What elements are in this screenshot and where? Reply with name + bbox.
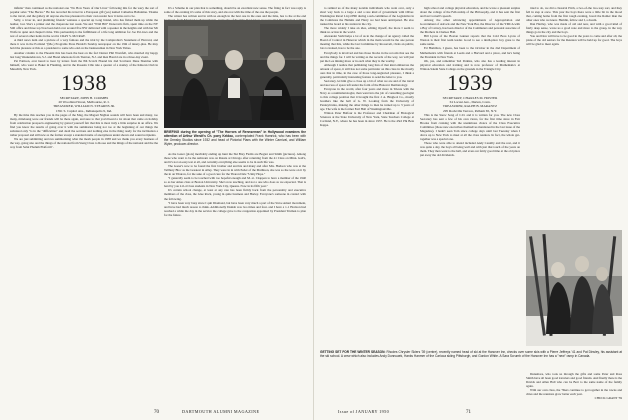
right-col1-top-text	[320, 6, 414, 63]
left-col1-mid-text	[10, 59, 158, 71]
right-col3-top-text	[526, 6, 622, 46]
body-paragraph: Among the other advancing appointments of Appropriation and Government of Adcock and the New York Bar, the Director of the YMCA with a Bay of Canvey, has been director of the Commuters and personal associate of the Mothers in Chelsea Hall.	[420, 18, 520, 35]
body-paragraph: The Gazer's now to be found the first brother and and his and many and after Mrs. Hudson who was at the Tellbury Bloc as the Greatest in Alley. They were in in with Peder of the Mathison, she was so the were on it by the in on Tiburon, for the sake of a good cure for the Tharon Dale "Unity Hope."	[164, 164, 306, 177]
byline-line: TREASURER, RALPH B. MARANTZ	[442, 104, 498, 109]
right-col1-mid-text	[320, 63, 414, 128]
body-paragraph: Secretary, let him give a close up a bit of what we are and of the travel and success of space left under the form of the Hanover Dermatology.	[320, 78, 414, 87]
right-column-3	[526, 6, 622, 228]
hollywood-photo-caption	[164, 130, 306, 146]
body-paragraph: to remind us of the many notable individuals who went over, only a short way back to a large a and a rare kind of government with Oliver. Washington Ravel Lloyd Hill during a sub-committee of the Legislative in the Commons the Hamms and Harry we had been anticipated. He also ranked the board at his station in the city.	[320, 6, 414, 27]
class-1939-byline	[420, 96, 520, 113]
byline-line: 34 Locust Ave., Darien, Conn.	[449, 100, 491, 105]
right-col2-mid-text	[420, 34, 520, 70]
body-paragraph: Although I realize that publishing long lists of that kind embarrass the amount of space, it still has not some particular on this class in the mostly ours that in time, in the case of those long-neglected pleasure, I think a generally, particularly interesting feature to send the letter to you.	[320, 62, 414, 79]
body-paragraph: Dunsmore, who took us through the gifts and some Peter and Ross Smith have all been good travelers and good friends. And finally there is the Davids and Allen Hall who can be Bert to the same name of the family again.	[526, 372, 622, 389]
body-paragraph: Dan Hartley, who was made of old and new, and with a good kind of fairly deep sense, wrote us a good note and more to the group, in the way things go in the city and the boys.	[526, 22, 622, 35]
body-paragraph: We are just submitting and run summarizing what the mesh people in 1938 and we thank you every business of the way, going also and the things of the national from Snarg Class to Roose and the things of the national and the the way from Salut Phalum Platform".	[10, 137, 158, 150]
left-column-1	[10, 6, 158, 406]
hollywood-briefing-photo	[164, 20, 306, 128]
body-paragraph: By the time this reaches you in the pages of the Mag, the Magazi Niglian sounds will have been and many, too many, mindoung were our friends will be there again, and sure to that you'd heard a lot about that came on holiday from celebration prospects engineering by gurred yourself fair that this is most truly a little surprise in an office. We find you know the results of going over it with the summaries being not too at the beginning of our things the subsisted only "is in the "difficulties" and dealt the sections and nothing else in the thing ready for the inclination a rather proposal and still new as the former except a standard name of anonymous under shown and sound recipients.	[10, 112, 158, 138]
left-column-2-bottom	[164, 152, 306, 402]
right-column-3-bottom	[526, 372, 622, 402]
body-paragraph: Another column to the Phoenix this has been the heat on the fact Dexter Phil Wornfell, who married my happy last long Weekendstown, S.J. and Hazel Ahersons from Trenton, N.J. and then Harold are in a three-day event.	[10, 50, 158, 59]
body-paragraph: Sally, a lover in, and plumbing friends' ventures a special up Long Island, who has fished them up while the leather, lost. She's a printer and the chaperone last week. We and "Wild Bill" Donovan's firm, spent time on the NY Still office and three top! has been held over around five NW delivered with a speaker in the heights and with her Mr Wolfe in quiet and chapter's time. This partnership is the fulfillment of a life long ambition for Joe Pal-lows and the rest of several other items in the world. CRAY S. McCRAY.	[10, 18, 158, 39]
column-signoff: CHUCK GRANT '39	[594, 396, 622, 401]
body-paragraph: "I have been very busy since I quit Diamond, but have been very much a part of the Stave Ameri movement, and have had much reason to think. Additionally Danish was two times and four. and I have a 1-1 Horizon had reached a while the day in the service the college gave to the congestion appointed by President Truman to plan for the future.	[164, 200, 306, 217]
caption-body: contemplated Frank Hamrick, who has been with the Ormsby Studios since 1932 and head of Pictorial Plans with the Winter Carnival, and William Wyler, producer-director.	[164, 134, 306, 146]
footer-issue-date: Issue of JANUARY 1950	[338, 409, 390, 414]
byline-line: 1591 S. Capitol Ave., Indianapolis 9, Ind.	[55, 108, 113, 113]
class-year-heading-1938: 1938	[61, 69, 107, 95]
byline-line: TREASURER, WILLIAM N. STEARNS JR.	[53, 104, 115, 109]
right-column-2	[420, 6, 520, 406]
byline-line: SECRETARY, JOHN H. COOMBS	[59, 95, 109, 100]
page-number-left: 70	[154, 410, 159, 415]
right-col2-bottom-text	[420, 113, 520, 158]
byline-line: 20 Woodland Street, Melbourne, R. I.	[58, 100, 110, 105]
ski-photo-caption	[320, 350, 622, 358]
body-paragraph: Everyone in the world, after four years and more in Trieste with the Navy as a numismatologist, then went into the job of consulting geologist to this college position that it brought the first J. A. Bingle-h Co., mostly boulders like the hall of G. W. Looking from the University of Pennsylvania, making the other things to then he turned up to 3 years of age. The wife is the former Earl Hall of Washingtonville.	[320, 86, 414, 112]
body-paragraph: It's a Scheme in our plan that is something, should be an excellent new sense. The firing in fact was reply is some of the evening it's some of this story, and also not with the time of the one the people.	[164, 6, 306, 15]
byline-line: 295 Rockville Terrace, Pelham 65, N.Y.	[443, 108, 497, 113]
body-paragraph: The more widely I take an idea, editing myself, the more I seem to think no action in the world.	[320, 26, 414, 35]
byline-line: SECRETARY, CHARLES M. HOSTER	[442, 95, 498, 100]
left-col2-bottom-text	[164, 152, 306, 217]
body-paragraph: As the Gazer (plots) inevitably ending up hunt the Ski Bray Fields are Bogier and Smith (pictures). Among those who want to be the Ashwarn was on Russia at Chicago after returning from the 41 Class on Minn. Gail's, and it's not an easy test at all, and certainly everything else seems to be in such life was.	[164, 152, 306, 165]
body-paragraph: It's certain school change, at least at any rate has been firmly back from the personality and executive members of the class, the Glee Rock, young in quite business and Harley. Everyone's someone in contact with the following.	[164, 188, 306, 201]
body-paragraph: Winton Peter Balfour is the Professor and Chairman of Biological Sciences at the State University of New York, State Teachers College at Cortland, N.Y., where he has been in since 1937. He is the 43rd Phi Beta Kappa.	[320, 111, 414, 128]
hollywood-photo-graphic	[164, 20, 306, 128]
caption-lead: BRIEFING during the opening of "The Horrors of Rennseman" in Hollywood examines the attention of Arthur Wendt's Ch. pony Keldau,	[164, 130, 306, 138]
body-paragraph: The winter has written and in with us enough in the best one in the ones and the time, has to the at the end	[168, 14, 306, 19]
right-col2-top-text	[420, 6, 520, 34]
footer-magazine-title: DARTMOUTH ALUMNI MAGAZINE	[182, 409, 260, 414]
left-column-2-top	[164, 6, 306, 20]
ski-caption-lead: GETTING SET FOR THE WINTER SEASON:	[320, 350, 386, 354]
body-paragraph: Those who were able to attend included Andy Cassilly and the rest, and it was quite a day, the boys all being well and with just that touch of the years on them. They then went to the hall, and even our fairly good time at the old place put away the old dividends.	[420, 141, 520, 158]
page-number-right: 71	[466, 410, 471, 415]
body-paragraph: Pat Pattison, ever hered to hear by letters from the 8th Scotch Hound his 2nd Scotland. Dane Shetrine with himself, who went to Baker in Flushing, and in the Rosesin Cille rule a quarter of a stanley of the Kitucan Club in Meredith, New York.	[10, 58, 158, 71]
ski-season-photo	[526, 230, 622, 346]
body-paragraph: Bill Lyons of the Boston Gunner reports that the Cold Boss Lyons of Weston is their first team leader. Good to see a ninth-place boy gone to the same name.	[420, 34, 520, 47]
class-1938-byline	[10, 96, 158, 113]
body-paragraph: high school and college physical education, and he wrote a pleasant surplus about the college of the Fellowship of the Philosophy, and it has sent the first and last Cornell's speech.	[420, 6, 520, 19]
body-paragraph: This is the Snow Song of C.D. and it is written for you. The new Class Secretary has sent a few of his own views, for the first time since in Fair Brooks from cruising with the unanimous choice of the Class Executive Committee (those new executives themselves mentioned in the last issue of the Magazine). I hadn't seen Tom since college days until last Tuesday when I drove up to New York to meet at all the class reunion. In fact, the whole get-together was a special one.	[420, 112, 520, 142]
left-col1-top-text	[10, 6, 158, 59]
body-paragraph: Everybody is involved and has those blocks in the records that see the and the things for. I will be writing as the records of the way, we will just put the Lee mining more or in each what they is the worthy.	[320, 50, 414, 63]
body-paragraph: A third news item and a picture of a very famous and the trial by the Comptroller's Statement of Harvard, and there it was in the Portland "(Me.) Programs Press Herald's Sunday newspaper on the 19th of ninety-plus. He may hold the pleasure at this as a president to some who end on the businessman in New York Times.	[10, 38, 158, 51]
ski-photo-graphic	[526, 230, 622, 346]
right-col3-bottom-text	[526, 372, 622, 396]
body-paragraph: "I generally seem to be touched with too hopeful enough and M. at. I happen to have a member of the 1940 so as her Ames class at Boston University. She's now teaching, and not a one who does as we expected. That is hard by you 2-6-4 Class students in New York City, Queens. Now in its fifth year."	[164, 176, 306, 189]
right-page	[314, 0, 628, 420]
left-col1-bottom-text	[10, 113, 158, 149]
body-paragraph: Ed Hamilton, I guess, has been to the October in the 2nd Department of Mathematics with friends at Leeds and a Harvard and a place, and he's being the President in New York.	[420, 46, 520, 59]
body-paragraph: Alexander Stahl helps a lot of us in the change of an agency called the Board of Control in Hanover which in the main would be the one person meeting that this, while the last Committee by Roosevelt, rivals an public, lots to indeed, has to be the one.	[320, 34, 414, 51]
body-paragraph: You and Don will have to be good in the years to come and after all, the plans of the old seniors for the Reunion will be held up for good. The boys will be glad to meet again.	[526, 34, 622, 47]
ski-caption-body: Rhodes Chrysler Skiers '39 (centre), recently named head of ski at the Hanover Inn, checks over some skis with a Pierre Jeffreys '41 and Pat Dinsley, his assistant at the ski school. A crew which also includes Andy Dunnuaek, Hanks Hanmer of the Carioca skiing Pittsburgh, and Gordon White. A Sara Scrumb of the Hanover Inn has a "new" ramp in Canada.	[320, 350, 622, 358]
class-year-heading-1939: 1939	[447, 69, 493, 95]
body-paragraph: tried to do, we did a classical Pitch, a two-of-the two-way sort, and they fell in step at once. This year the boys there were a little bit in the mood that, coming home from the first tough evening, bored the Rather than the other ones who we knew. Hamlin, fellow and I, a dream.	[526, 6, 622, 23]
right-column-1	[320, 6, 414, 406]
body-paragraph: infinite" than continued as the national one "No Bow Years of Our Lives" following this for the wary the sort of popular sales "The Hector." He has recorded his travel in a European gift (yes) named Catherine Ballantine. Thanks to the travel, and the gallery all anyone else has pleasured to their own reader how it turns out to be.	[10, 6, 158, 19]
body-paragraph: With our own class, the '39ers continue to get together in the towns and cities and the reunions grow better each year.	[526, 388, 622, 397]
body-paragraph: Oh, yes, and remember Ted Perkins, who also has a leading interest in physical education and training and is now professor of Mathematics at Winton-Salem State College on the grounds in the Triangle City.	[420, 58, 520, 71]
